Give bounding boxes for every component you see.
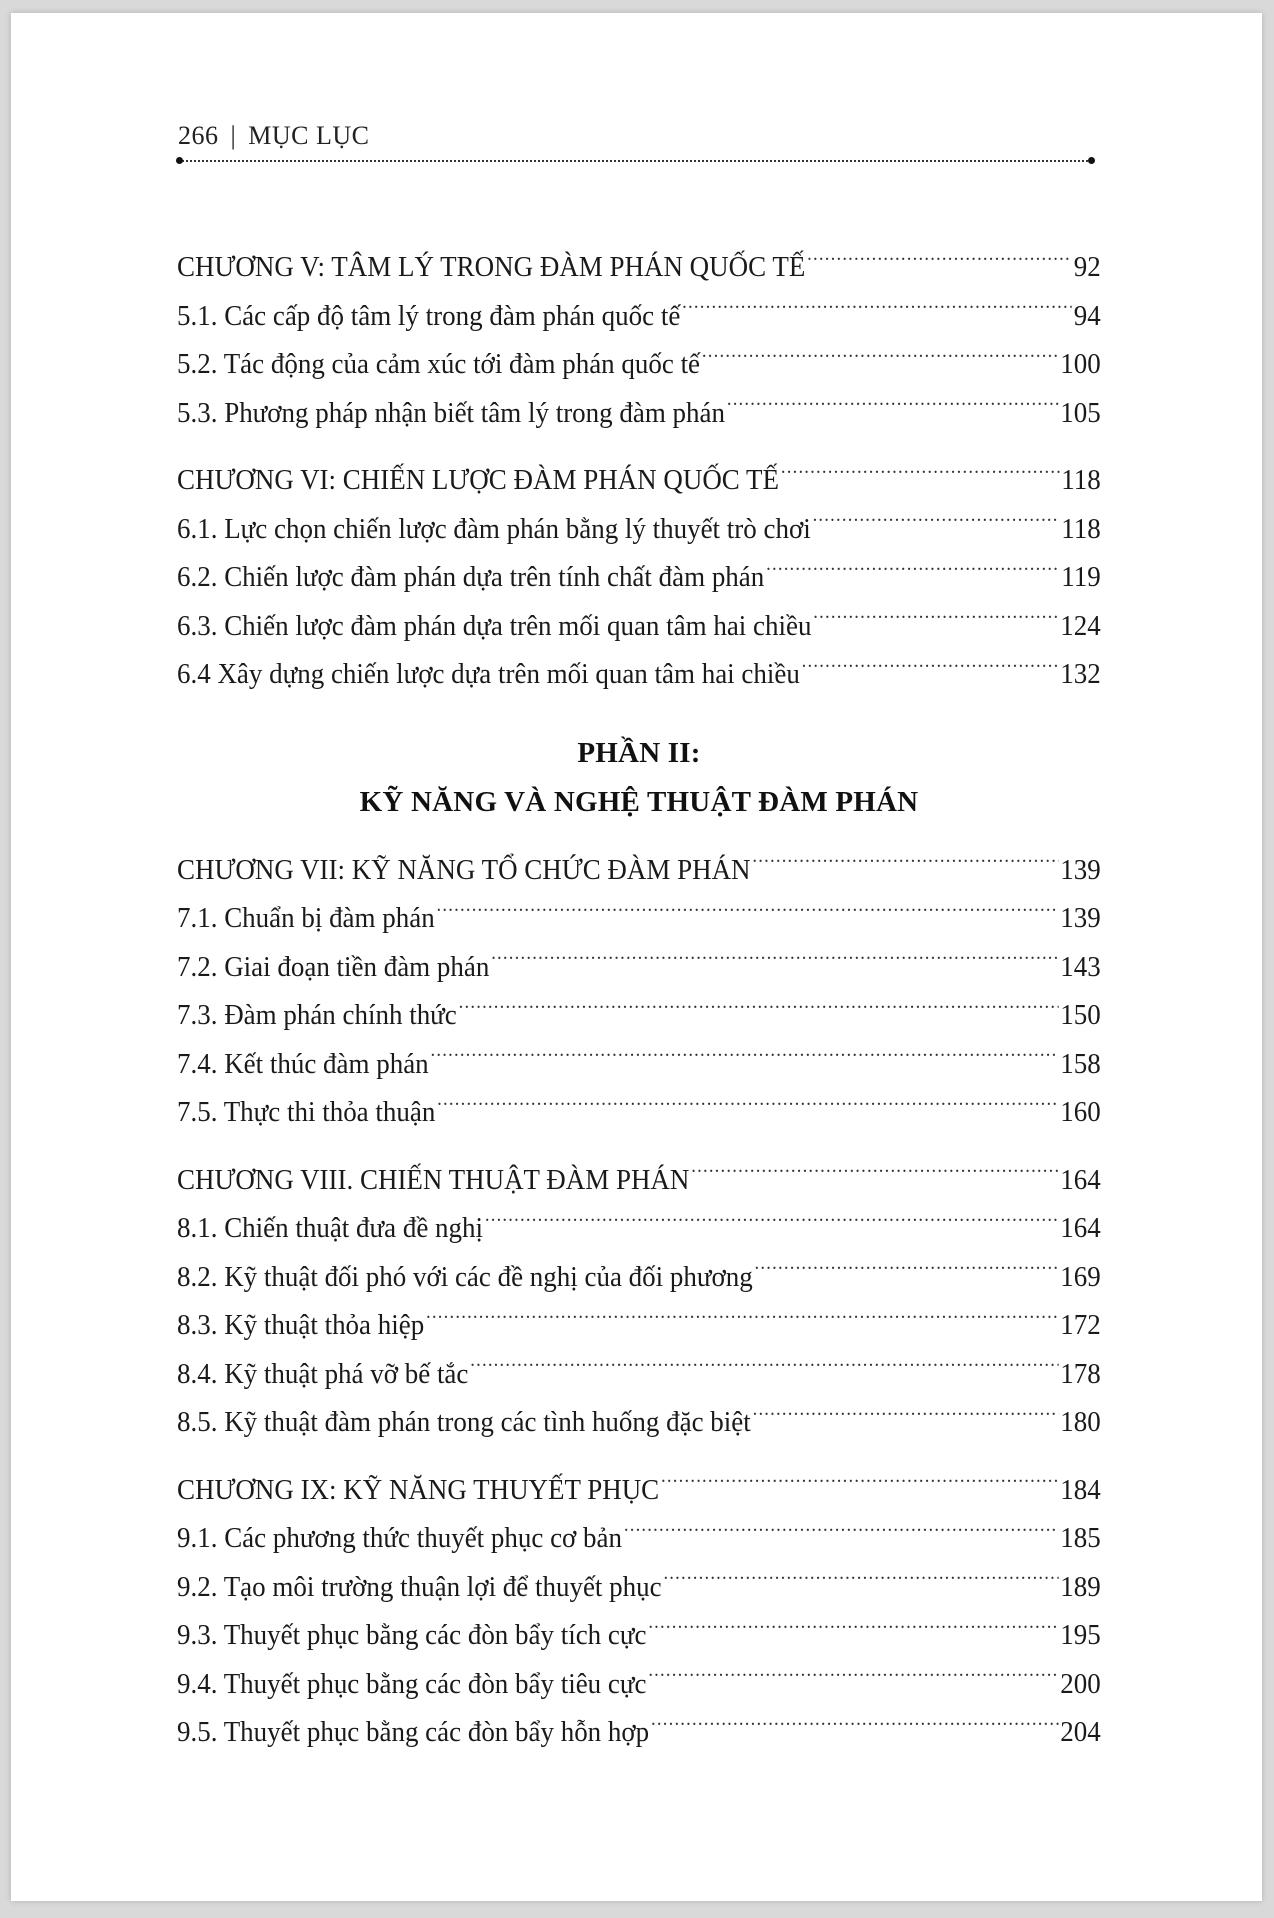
toc-entry-page: 124 <box>1060 609 1101 642</box>
toc-entry-title: 8.3. Kỹ thuật thỏa hiệp <box>177 1309 425 1341</box>
toc-section-6-3[interactable] <box>177 602 1101 651</box>
toc-section-8-1[interactable] <box>177 1204 1101 1253</box>
toc-section-7-3[interactable] <box>177 991 1101 1040</box>
part-label: PHẦN II: <box>577 736 701 769</box>
toc-entry-page: 195 <box>1060 1619 1101 1651</box>
toc-chapter-8[interactable] <box>177 1156 1101 1205</box>
toc-entry-page: 164 <box>1060 1163 1101 1196</box>
dot-leader <box>661 1470 1058 1499</box>
toc-entry-title: 7.3. Đàm phán chính thức <box>177 999 457 1031</box>
book-page <box>11 13 1262 1901</box>
toc-section-9-5[interactable] <box>177 1708 1101 1757</box>
dot-leader <box>755 1257 1059 1286</box>
page-number: 266 <box>178 121 219 150</box>
toc-section-9-1[interactable] <box>177 1514 1101 1563</box>
dot-leader <box>459 995 1059 1024</box>
header-separator: | <box>230 121 237 150</box>
toc-entry-page: 184 <box>1060 1473 1101 1506</box>
toc-entry-title: 9.3. Thuyết phục bằng các đòn bẩy tích cực <box>177 1619 647 1651</box>
header-dotted-rule <box>179 160 1091 162</box>
toc-entry-page: 143 <box>1060 950 1101 983</box>
toc-entry-page: 132 <box>1060 658 1101 690</box>
toc-entry-title: CHƯƠNG IX: KỸ NĂNG THUYẾT PHỤC <box>177 1473 660 1506</box>
toc-section-7-2[interactable] <box>177 943 1101 992</box>
rule-end-dot-left <box>176 157 183 164</box>
dot-leader <box>802 654 1059 683</box>
toc-entry-page: 185 <box>1060 1522 1101 1554</box>
dot-leader <box>437 1092 1058 1121</box>
dot-leader <box>651 1712 1058 1741</box>
toc-entry-title: 7.2. Giai đoạn tiền đàm phán <box>177 950 490 983</box>
toc-entry-title: 6.2. Chiến lược đàm phán dựa trên tính chất đàm phán <box>177 561 765 593</box>
toc-section-7-1[interactable] <box>177 894 1101 943</box>
toc-entry-title: 5.2. Tác động của cảm xúc tới đàm phán quốc tế <box>177 348 701 380</box>
part-title: KỸ NĂNG VÀ NGHỆ THUẬT ĐÀM PHÁN <box>359 785 919 818</box>
toc-entry-title: 5.3. Phương pháp nhận biết tâm lý trong đàm phán <box>177 396 725 429</box>
toc-entry-title: 7.1. Chuẩn bị đàm phán <box>177 902 435 934</box>
dot-leader <box>813 509 1060 538</box>
dot-leader <box>426 1305 1058 1334</box>
toc-entry-page: 169 <box>1060 1260 1101 1293</box>
toc-entry-page: 204 <box>1060 1716 1101 1748</box>
toc-chapter-7[interactable] <box>177 846 1101 895</box>
toc-section-8-5[interactable] <box>177 1398 1101 1447</box>
dot-leader <box>663 1567 1058 1596</box>
toc-entry-title: 7.4. Kết thúc đàm phán <box>177 1047 429 1080</box>
toc-entry-page: 139 <box>1060 853 1101 886</box>
dot-leader <box>648 1664 1058 1693</box>
toc-section-8-4[interactable] <box>177 1350 1101 1399</box>
toc-chapter-6[interactable] <box>177 456 1101 505</box>
dot-leader <box>624 1518 1059 1547</box>
toc-entry-title: 6.4 Xây dựng chiến lược dựa trên mối quan tâm hai chiều <box>177 658 800 690</box>
toc-section-7-4[interactable] <box>177 1040 1101 1089</box>
toc-entry-page: 100 <box>1060 348 1101 380</box>
toc-section-5-3[interactable] <box>177 389 1101 438</box>
toc-entry-page: 119 <box>1061 561 1101 593</box>
dot-leader <box>691 1160 1058 1189</box>
dot-leader <box>752 850 1058 879</box>
toc-section-9-4[interactable] <box>177 1660 1101 1709</box>
dot-leader <box>648 1615 1058 1644</box>
toc-entry-page: 189 <box>1060 1570 1101 1603</box>
toc-entry-page: 118 <box>1061 512 1101 545</box>
dot-leader <box>813 606 1058 635</box>
toc-section-5-2[interactable] <box>177 340 1101 389</box>
toc-section-8-3[interactable] <box>177 1301 1101 1350</box>
toc-entry-page: 92 <box>1073 251 1101 283</box>
toc-section-9-3[interactable] <box>177 1611 1101 1660</box>
toc-entry-page: 139 <box>1060 902 1101 934</box>
toc-entry-page: 180 <box>1060 1406 1101 1438</box>
toc-section-6-4[interactable] <box>177 650 1101 699</box>
section-title: MỤC LỤC <box>248 121 370 150</box>
toc-entry-title: 8.5. Kỹ thuật đàm phán trong các tình huống đặc biệt <box>177 1406 751 1438</box>
dot-leader <box>485 1208 1059 1237</box>
toc-entry-page: 94 <box>1073 299 1101 332</box>
toc-chapter-5[interactable] <box>177 243 1101 292</box>
toc-chapter-9[interactable] <box>177 1466 1101 1515</box>
table-of-contents <box>177 243 1101 1757</box>
toc-entry-page: 150 <box>1060 999 1101 1031</box>
toc-entry-title: 7.5. Thực thi thỏa thuận <box>177 1096 436 1128</box>
dot-leader <box>431 1044 1059 1073</box>
dot-leader <box>682 296 1072 325</box>
dot-leader <box>781 460 1060 489</box>
dot-leader <box>702 344 1059 373</box>
toc-entry-page: 105 <box>1060 396 1101 429</box>
toc-entry-page: 158 <box>1060 1047 1101 1080</box>
toc-section-6-1[interactable] <box>177 505 1101 554</box>
dot-leader <box>470 1354 1058 1383</box>
toc-entry-title: 8.1. Chiến thuật đưa đề nghị <box>177 1212 483 1244</box>
toc-section-7-5[interactable] <box>177 1088 1101 1137</box>
toc-entry-page: 172 <box>1060 1309 1101 1341</box>
dot-leader <box>753 1402 1059 1431</box>
toc-entry-title: 5.1. Các cấp độ tâm lý trong đàm phán quốc tế <box>177 299 681 332</box>
running-header <box>178 121 369 151</box>
dot-leader <box>437 898 1059 927</box>
toc-section-6-2[interactable] <box>177 553 1101 602</box>
toc-entry-title: CHƯƠNG V: TÂM LÝ TRONG ĐÀM PHÁN QUỐC TẾ <box>177 251 806 283</box>
toc-entry-title: 9.5. Thuyết phục bằng các đòn bẩy hỗn hợp <box>177 1716 650 1748</box>
toc-section-5-1[interactable] <box>177 292 1101 341</box>
dot-leader <box>766 557 1059 586</box>
toc-entry-page: 164 <box>1060 1212 1101 1244</box>
toc-entry-page: 178 <box>1060 1357 1101 1390</box>
toc-section-8-2[interactable] <box>177 1253 1101 1302</box>
dot-leader <box>727 393 1059 422</box>
toc-entry-title: CHƯƠNG VI: CHIẾN LƯỢC ĐÀM PHÁN QUỐC TẾ <box>177 464 780 496</box>
toc-entry-title: 6.3. Chiến lược đàm phán dựa trên mối quan tâm hai chiều <box>177 609 812 642</box>
toc-entry-title: 9.2. Tạo môi trường thuận lợi để thuyết phục <box>177 1570 662 1603</box>
toc-entry-title: CHƯƠNG VII: KỸ NĂNG TỔ CHỨC ĐÀM PHÁN <box>177 853 751 886</box>
toc-entry-page: 160 <box>1060 1096 1101 1128</box>
toc-entry-page: 118 <box>1061 464 1101 496</box>
toc-entry-title: 9.1. Các phương thức thuyết phục cơ bản <box>177 1522 622 1554</box>
toc-entry-title: 6.1. Lực chọn chiến lược đàm phán bằng lý thuyết trò chơi <box>177 512 811 545</box>
dot-leader <box>491 947 1058 976</box>
toc-entry-title: CHƯƠNG VIII. CHIẾN THUẬT ĐÀM PHÁN <box>177 1163 690 1196</box>
toc-entry-title: 8.2. Kỹ thuật đối phó với các đề nghị của đối phương <box>177 1260 753 1293</box>
dot-leader <box>807 247 1072 276</box>
toc-section-9-2[interactable] <box>177 1563 1101 1612</box>
rule-end-dot-right <box>1088 157 1095 164</box>
toc-entry-title: 8.4. Kỹ thuật phá vỡ bế tắc <box>177 1357 469 1390</box>
toc-entry-page: 200 <box>1060 1667 1101 1700</box>
toc-entry-title: 9.4. Thuyết phục bằng các đòn bẩy tiêu cực <box>177 1667 647 1700</box>
